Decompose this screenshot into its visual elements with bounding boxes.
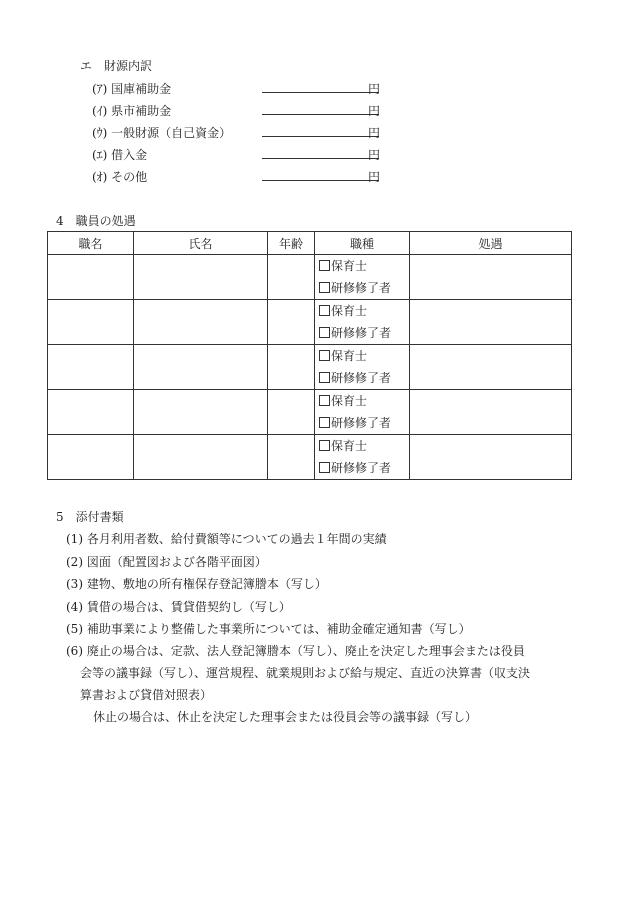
job-type-option-label: 保育士: [331, 439, 368, 453]
cell-treatment[interactable]: [410, 300, 572, 345]
amount-blank-line[interactable]: [262, 158, 379, 159]
checkbox-icon[interactable]: [319, 305, 330, 316]
cell-title[interactable]: [48, 300, 134, 345]
cell-title[interactable]: [48, 390, 134, 435]
attachment-item-6-note: 休止の場合は、休止を決定した理事会または役員会等の議事録（写し）: [93, 710, 478, 724]
cell-name[interactable]: [134, 345, 268, 390]
amount-blank-line[interactable]: [262, 92, 379, 93]
job-type-option[interactable]: [315, 345, 409, 367]
cell-age[interactable]: [268, 390, 315, 435]
cell-treatment[interactable]: [410, 345, 572, 390]
job-type-option-label: 保育士: [331, 349, 368, 363]
cell-treatment[interactable]: [410, 435, 572, 480]
staff-table: [47, 231, 572, 480]
job-type-option[interactable]: [315, 367, 409, 389]
attachment-item-5: (5) 補助事業により整備した事業所については、補助金確定通知書（写し）: [66, 622, 471, 636]
attachment-item-6-cont-1: 会等の議事録（写し）、運営規程、就業規則および給与規定、直近の決算書（収支決: [80, 666, 531, 680]
section-4-heading: 4 職員の処遇: [56, 214, 136, 228]
col-header-job-type: 職種: [315, 232, 410, 255]
checkbox-icon[interactable]: [319, 395, 330, 406]
funding-row: [92, 168, 392, 186]
cell-title[interactable]: [48, 435, 134, 480]
job-type-option[interactable]: [315, 300, 409, 322]
funding-label: (ｱ) 国庫補助金: [92, 82, 172, 96]
funding-row: [92, 80, 392, 98]
job-type-option[interactable]: [315, 390, 409, 412]
attachment-item-4: (4) 賃借の場合は、賃貸借契約し（写し）: [66, 600, 291, 614]
staff-row: [48, 300, 572, 345]
cell-title[interactable]: [48, 255, 134, 300]
funding-label: (ｲ) 県市補助金: [92, 104, 172, 118]
checkbox-icon[interactable]: [319, 462, 330, 473]
job-type-option-label: 研修修了者: [331, 371, 392, 385]
cell-job-type: [315, 390, 410, 435]
checkbox-icon[interactable]: [319, 417, 330, 428]
col-header-age: 年齢: [268, 232, 315, 255]
cell-treatment[interactable]: [410, 390, 572, 435]
cell-age[interactable]: [268, 435, 315, 480]
job-type-option-label: 保育士: [331, 259, 368, 273]
amount-blank-line[interactable]: [262, 136, 379, 137]
staff-row: [48, 390, 572, 435]
funding-label: (ｵ) その他: [92, 170, 148, 184]
job-type-option-label: 保育士: [331, 304, 368, 318]
job-type-option[interactable]: [315, 322, 409, 344]
job-type-option-label: 保育士: [331, 394, 368, 408]
checkbox-icon[interactable]: [319, 327, 330, 338]
attachment-item-2: (2) 図面（配置図および各階平面図）: [66, 555, 267, 569]
attachment-item-1: (1) 各月利用者数、給付費額等についての過去１年間の実績: [66, 532, 387, 546]
job-type-option-label: 研修修了者: [331, 326, 392, 340]
checkbox-icon[interactable]: [319, 372, 330, 383]
cell-age[interactable]: [268, 300, 315, 345]
attachment-item-6-cont-2: 算書および貸借対照表）: [80, 688, 213, 702]
funding-label: (ｴ) 借入金: [92, 148, 148, 162]
attachment-item-3: (3) 建物、敷地の所有権保存登記簿謄本（写し）: [66, 577, 327, 591]
checkbox-icon[interactable]: [319, 260, 330, 271]
checkbox-icon[interactable]: [319, 350, 330, 361]
cell-name[interactable]: [134, 390, 268, 435]
staff-row: [48, 435, 572, 480]
cell-name[interactable]: [134, 255, 268, 300]
cell-name[interactable]: [134, 300, 268, 345]
staff-row: [48, 255, 572, 300]
job-type-option[interactable]: [315, 435, 409, 457]
cell-name[interactable]: [134, 435, 268, 480]
job-type-option-label: 研修修了者: [331, 461, 392, 475]
attachment-item-6: (6) 廃止の場合は、定款、法人登記簿謄本（写し）、廃止を決定した理事会または役員: [66, 644, 525, 658]
section-e-heading: エ 財源内訳: [80, 59, 153, 73]
job-type-option[interactable]: [315, 457, 409, 479]
col-header-title: 職名: [48, 232, 134, 255]
job-type-option-label: 研修修了者: [331, 281, 392, 295]
section-5-heading: 5 添付書類: [56, 510, 124, 524]
amount-blank-line[interactable]: [262, 114, 379, 115]
cell-age[interactable]: [268, 255, 315, 300]
yen-unit: 円: [368, 126, 381, 140]
job-type-option[interactable]: [315, 255, 409, 277]
yen-unit: 円: [368, 82, 381, 96]
col-header-name: 氏名: [134, 232, 268, 255]
cell-job-type: [315, 345, 410, 390]
checkbox-icon[interactable]: [319, 440, 330, 451]
job-type-option[interactable]: [315, 412, 409, 434]
amount-blank-line[interactable]: [262, 180, 379, 181]
cell-job-type: [315, 255, 410, 300]
funding-row: [92, 124, 392, 142]
staff-table-header: [48, 232, 572, 255]
job-type-option-label: 研修修了者: [331, 416, 392, 430]
cell-job-type: [315, 435, 410, 480]
checkbox-icon[interactable]: [319, 282, 330, 293]
yen-unit: 円: [368, 170, 381, 184]
yen-unit: 円: [368, 148, 381, 162]
yen-unit: 円: [368, 104, 381, 118]
cell-job-type: [315, 300, 410, 345]
funding-row: [92, 146, 392, 164]
job-type-option[interactable]: [315, 277, 409, 299]
col-header-treatment: 処遇: [410, 232, 572, 255]
cell-treatment[interactable]: [410, 255, 572, 300]
funding-label: (ｳ) 一般財源（自己資金）: [92, 126, 232, 140]
staff-row: [48, 345, 572, 390]
cell-title[interactable]: [48, 345, 134, 390]
funding-row: [92, 102, 392, 120]
cell-age[interactable]: [268, 345, 315, 390]
